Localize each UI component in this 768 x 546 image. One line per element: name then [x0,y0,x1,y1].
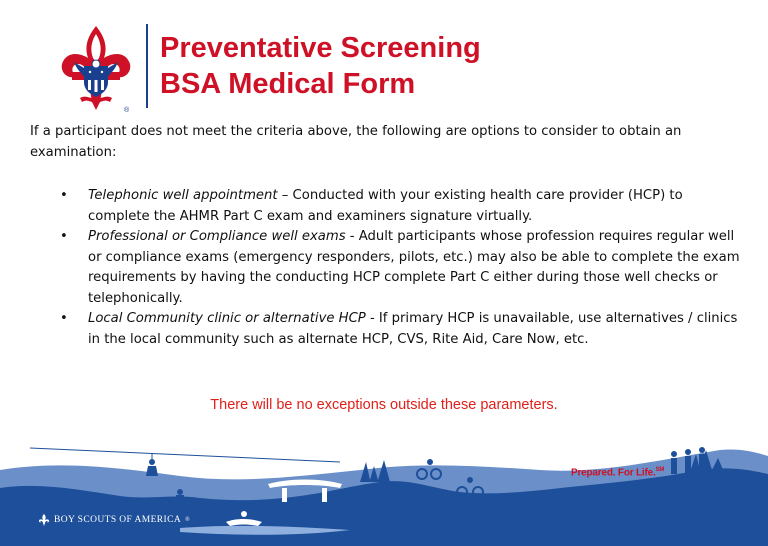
title-divider [146,24,148,108]
option-title: Local Community clinic or alternative HCP [88,311,366,326]
option-text: – Conducted with your existing health care provider (HCP) to complete the AHMR Part C exam and examiners signature virtually. [88,188,683,224]
fleur-de-lis-icon [38,514,50,526]
org-name: BOY SCOUTS OF AMERICA [54,515,182,525]
exceptions-notice: There will be no exceptions outside these parameters. [210,397,558,413]
bsa-fleur-de-lis-logo [58,22,134,114]
list-item [58,227,744,309]
option-text: - Adult participants whose profession requires regular well or compliance exams (emergency responders, pilots, etc.) may also be able to complete the exam requirements by having the conducting HCP complete Part C either during those well checks or telephonically. [88,229,740,306]
list-item [58,186,744,227]
option-title: Professional or Compliance well exams [88,229,346,244]
bullet: • [60,311,68,326]
logo-trademark: ® [124,107,130,114]
option-text: - If primary HCP is unavailable, use alternatives / clinics in the local community such as alternate HCP, CVS, Rite Aid, Care Now, etc. [88,311,738,347]
bullet: • [60,229,68,244]
outdoor-landscape-banner [0,440,768,546]
options-list [58,186,744,350]
bsa-wordmark [38,514,190,526]
page-title-line1: Preventative Screening [160,32,481,64]
page-title [160,30,481,102]
option-title: Telephonic well appointment [88,188,278,203]
tagline-mark: SM [655,467,665,473]
intro-paragraph: If a participant does not meet the criteria above, the following are options to consider to obtain an examination: [30,124,682,160]
list-item [58,309,744,350]
bullet: • [60,188,68,203]
org-mark: ® [185,517,191,523]
page-title-line2: BSA Medical Form [160,68,416,100]
tagline: Prepared. For Life.℠ [571,467,665,479]
